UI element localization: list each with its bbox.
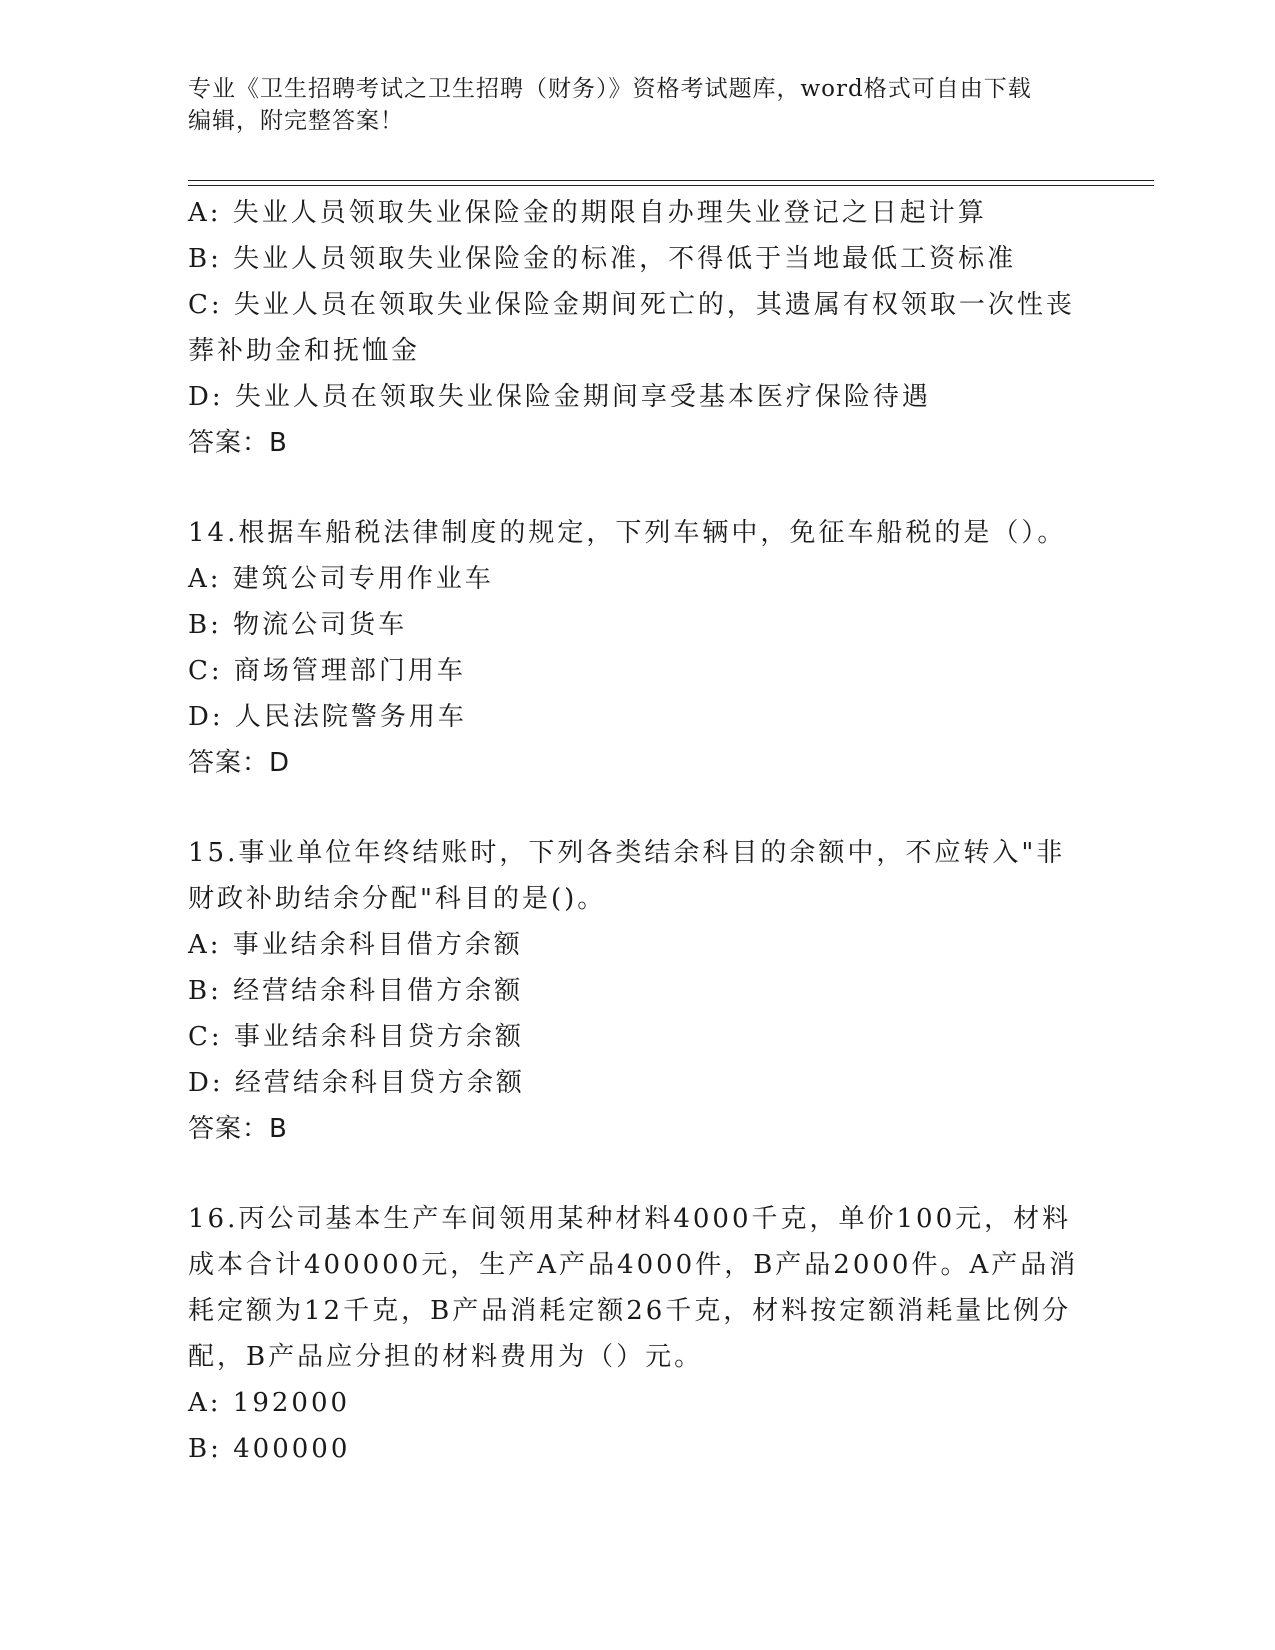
question-15 [188, 830, 1088, 1152]
option-d: D: 人民法院警务用车 [188, 702, 467, 732]
question-spacer [188, 786, 1088, 830]
document-header [188, 73, 1068, 137]
option-a: A: 192000 [188, 1388, 351, 1418]
question-stem: 14.根据车船税法律制度的规定，下列车辆中，免征车船税的是（）。 [188, 518, 1067, 548]
option-b: B: 物流公司货车 [188, 610, 408, 640]
answer-label: 答案：B [188, 428, 288, 458]
option-b: B: 经营结余科目借方余额 [188, 976, 524, 1006]
header-line-2: 编辑，附完整答案！ [188, 108, 404, 134]
option-a: A: 事业结余科目借方余额 [188, 930, 523, 960]
option-a: A: 失业人员领取失业保险金的期限自办理失业登记之日起计算 [188, 198, 987, 228]
question-14 [188, 510, 1088, 786]
option-b: B: 400000 [188, 1434, 351, 1464]
header-divider-bottom [188, 185, 1154, 186]
option-d: D: 失业人员在领取失业保险金期间享受基本医疗保险待遇 [188, 382, 931, 412]
option-b: B: 失业人员领取失业保险金的标准，不得低于当地最低工资标准 [188, 244, 1017, 274]
question-stem-continued: 耗定额为12千克，B产品消耗定额26千克，材料按定额消耗量比例分 [188, 1296, 1072, 1326]
question-stem-continued: 配，B产品应分担的材料费用为（）元。 [188, 1342, 704, 1372]
header-divider-top [188, 180, 1154, 181]
option-d: D: 经营结余科目贷方余额 [188, 1068, 525, 1098]
answer-label: 答案：B [188, 1114, 288, 1144]
option-c: C: 商场管理部门用车 [188, 656, 466, 686]
question-stem-continued: 成本合计400000元，生产A产品4000件，B产品2000件。A产品消 [188, 1250, 1079, 1280]
question-spacer [188, 466, 1088, 510]
option-a: A: 建筑公司专用作业车 [188, 564, 494, 594]
question-13 [188, 190, 1088, 466]
question-stem-continued: 财政补助结余分配"科目的是()。 [188, 884, 607, 914]
question-list [188, 190, 1088, 1472]
answer-label: 答案：D [188, 748, 291, 778]
question-stem: 15.事业单位年终结账时，下列各类结余科目的余额中，不应转入"非 [188, 838, 1066, 868]
question-16 [188, 1196, 1088, 1472]
option-c: C: 失业人员在领取失业保险金期间死亡的，其遗属有权领取一次性丧 [188, 290, 1075, 320]
question-spacer [188, 1152, 1088, 1196]
option-c-continued: 葬补助金和抚恤金 [188, 336, 421, 366]
option-c: C: 事业结余科目贷方余额 [188, 1022, 524, 1052]
question-stem: 16.丙公司基本生产车间领用某种材料4000千克，单价100元，材料 [188, 1204, 1072, 1234]
header-line-1: 专业《卫生招聘考试之卫生招聘（财务）》资格考试题库，word格式可自由下载 [188, 76, 1032, 102]
